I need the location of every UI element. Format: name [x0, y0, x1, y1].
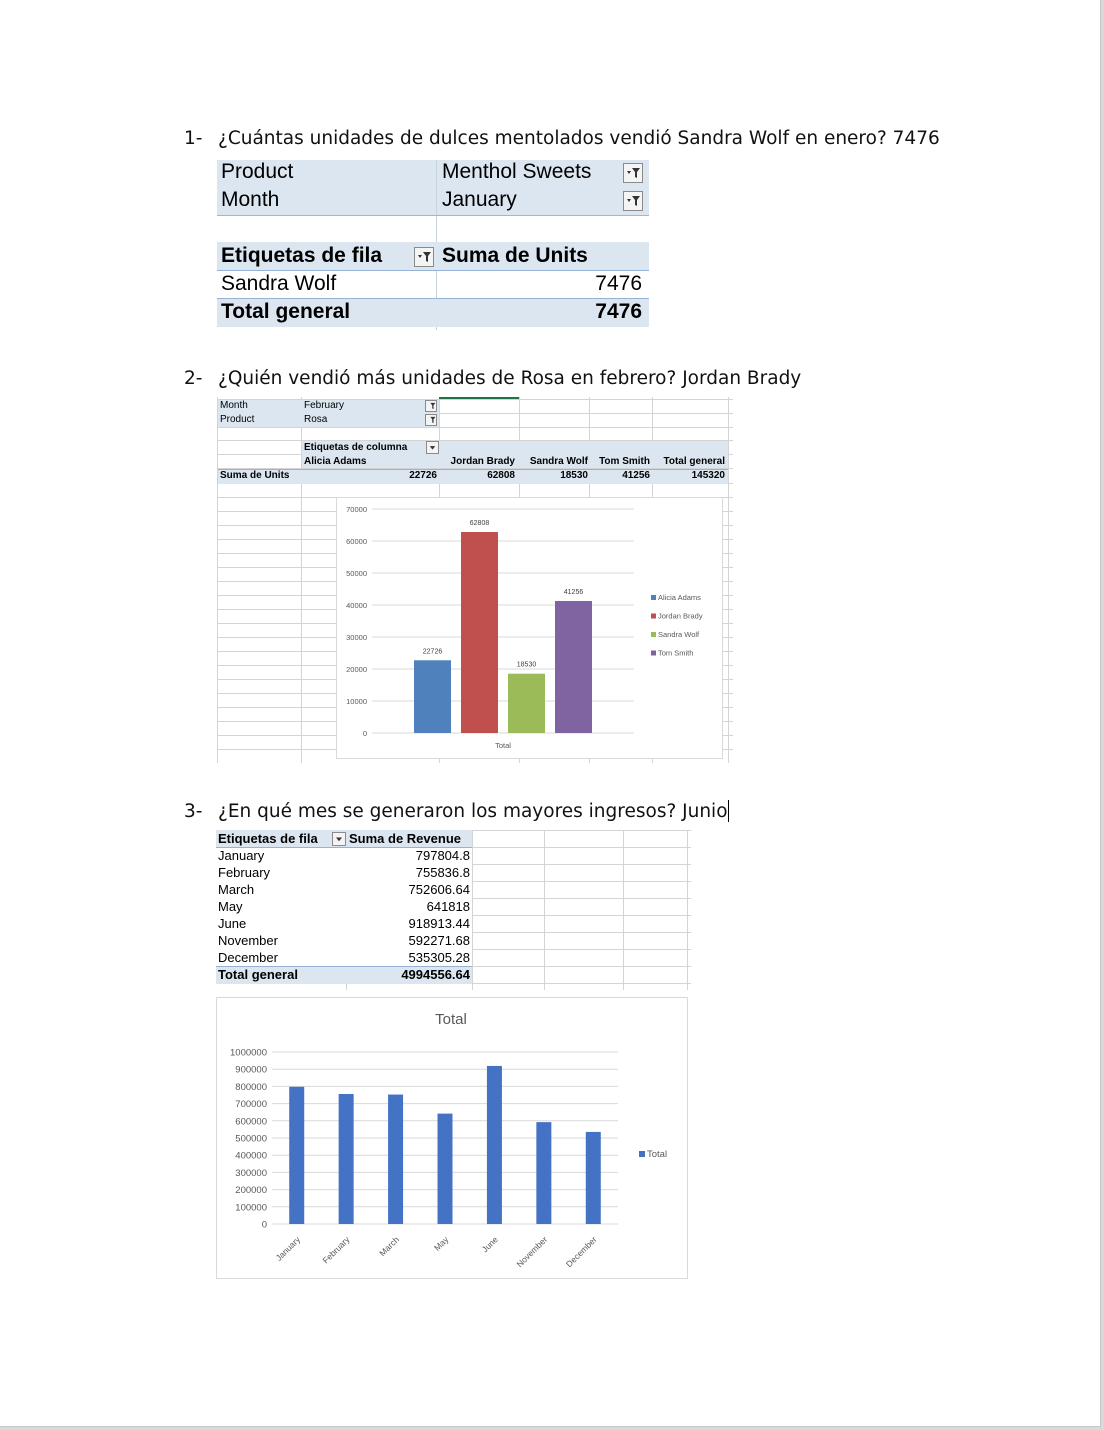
- bar-alicia-adams: [414, 660, 451, 733]
- table-row-may-value: 641818: [426, 899, 470, 914]
- question-2-text: ¿Quién vendió más unidades de Rosa en febrero? Jordan Brady: [218, 368, 802, 389]
- column-header-total-general: Total general: [663, 456, 725, 467]
- y-tick-label: 10000: [346, 697, 367, 706]
- table-row-june-value: 918913.44: [408, 916, 470, 931]
- x-tick-label: December: [563, 1234, 599, 1270]
- legend-label-total: Total: [647, 1149, 668, 1160]
- bar-jordan-brady: [461, 532, 498, 733]
- row-labels-filter-button[interactable]: [414, 247, 434, 267]
- legend-swatch-tom-smith: [651, 651, 656, 656]
- month-filter-button[interactable]: [623, 191, 643, 211]
- legend-label-tom-smith: Tom Smith: [658, 648, 694, 658]
- y-tick-label: 700000: [235, 1099, 267, 1111]
- table-row-march-label: March: [218, 882, 255, 897]
- table-row-june-label: June: [218, 916, 247, 931]
- filter-value-month: February: [304, 400, 345, 411]
- y-tick-label: 800000: [235, 1081, 267, 1093]
- legend-label-sandra-wolf: Sandra Wolf: [658, 630, 700, 639]
- filter-label-product: Product: [220, 414, 255, 425]
- y-tick-label: 600000: [235, 1116, 267, 1128]
- table-row-february-value: 755836.8: [415, 865, 470, 880]
- question-2: [184, 368, 801, 389]
- y-tick-label: 900000: [235, 1064, 267, 1076]
- bar-june: [487, 1066, 502, 1224]
- y-tick-label: 0: [362, 729, 367, 738]
- filter-icon: [625, 165, 641, 181]
- column-labels-header: Etiquetas de columna: [304, 442, 408, 453]
- question-3: [184, 800, 729, 822]
- value-total-general: 145320: [691, 470, 725, 481]
- y-tick-label: 400000: [235, 1150, 267, 1162]
- column-header-tom-smith: Tom Smith: [599, 456, 650, 467]
- table-row-november-value: 592271.68: [408, 933, 470, 948]
- question-1-text: ¿Cuántas unidades de dulces mentolados vendió Sandra Wolf en enero? 7476: [218, 128, 940, 149]
- filter-value-month: January: [442, 188, 517, 211]
- x-tick-label: January: [273, 1234, 303, 1263]
- filter-label-month: Month: [221, 188, 280, 211]
- y-tick-label: 20000: [346, 665, 367, 674]
- table-row-november-label: November: [218, 933, 278, 948]
- chart-title: Total: [435, 1011, 467, 1028]
- y-tick-label: 200000: [235, 1185, 267, 1197]
- pivot-table-1: [217, 158, 649, 330]
- legend-swatch-alicia-adams: [651, 595, 656, 600]
- x-tick-label: February: [320, 1234, 352, 1266]
- filter-icon: [625, 193, 641, 209]
- value-sandra-wolf: 18530: [560, 470, 588, 481]
- grand-total-label: Total general: [218, 967, 298, 982]
- row-labels-header: Etiquetas de fila: [218, 831, 318, 846]
- grand-total-value: 4994556.64: [401, 967, 470, 982]
- row-labels-filter-button[interactable]: [332, 832, 346, 846]
- legend-label-jordan-brady: Jordan Brady: [658, 611, 703, 621]
- bar-tom-smith: [555, 601, 592, 733]
- table-row-december-value: 535305.28: [408, 950, 470, 965]
- data-label-tom-smith: 41256: [563, 588, 584, 596]
- column-header-sandra-wolf: Sandra Wolf: [529, 456, 588, 467]
- bar-december: [586, 1132, 601, 1224]
- bar-november: [536, 1122, 551, 1224]
- table-row-label: Sandra Wolf: [221, 272, 337, 295]
- month-filter-button[interactable]: [425, 400, 437, 412]
- bar-march: [388, 1095, 403, 1224]
- x-tick-label: November: [514, 1234, 550, 1270]
- table-row-january-value: 797804.8: [415, 848, 470, 863]
- legend-swatch-total: [639, 1151, 645, 1157]
- legend-label-alicia-adams: Alicia Adams: [658, 593, 701, 602]
- y-tick-label: 70000: [346, 505, 367, 514]
- x-tick-label: March: [377, 1234, 401, 1259]
- legend-swatch-jordan-brady: [651, 614, 656, 619]
- grand-total-label: Total general: [221, 300, 351, 323]
- table-row-may-label: May: [218, 899, 243, 914]
- x-tick-label: May: [431, 1234, 451, 1253]
- data-label-alicia-adams: 22726: [422, 648, 443, 656]
- x-tick-label: Total: [495, 741, 511, 750]
- y-tick-label: 1000000: [230, 1047, 267, 1059]
- filter-label-month: Month: [220, 400, 248, 411]
- y-tick-label: 60000: [346, 537, 367, 546]
- product-filter-button[interactable]: [425, 414, 437, 426]
- bar-sandra-wolf: [508, 674, 545, 733]
- filter-label-product: Product: [221, 160, 294, 183]
- table-row-value: 7476: [595, 272, 642, 295]
- y-tick-label: 30000: [346, 633, 367, 642]
- y-tick-label: 50000: [346, 569, 367, 578]
- spreadsheet-screenshot-2: [217, 397, 733, 763]
- y-tick-label: 0: [261, 1219, 267, 1231]
- dropdown-arrow-icon: [333, 833, 345, 845]
- y-tick-label: 300000: [235, 1167, 267, 1179]
- legend-swatch-sandra-wolf: [651, 632, 656, 637]
- question-1: [184, 128, 940, 149]
- data-label-sandra-wolf: 18530: [516, 661, 537, 669]
- table-row-march-value: 752606.64: [408, 882, 470, 897]
- bar-january: [289, 1087, 304, 1224]
- bar-may: [438, 1114, 453, 1224]
- question-3-number: 3-: [184, 801, 203, 822]
- column-header-jordan-brady: Jordan Brady: [450, 456, 515, 467]
- column-labels-filter-button[interactable]: [426, 441, 439, 454]
- question-3-text: ¿En qué mes se generaron los mayores ingresos? Junio: [218, 801, 728, 822]
- row-label-sum-units: Suma de Units: [220, 470, 290, 481]
- question-2-number: 2-: [184, 368, 203, 389]
- filter-value-product: Rosa: [304, 414, 328, 425]
- values-header: Suma de Units: [442, 244, 588, 267]
- value-jordan-brady: 62808: [487, 470, 515, 481]
- product-filter-button[interactable]: [623, 163, 643, 183]
- table-row-february-label: February: [218, 865, 271, 880]
- y-tick-label: 100000: [235, 1202, 267, 1214]
- values-header: Suma de Revenue: [349, 831, 461, 846]
- filter-icon: [426, 401, 436, 411]
- question-1-number: 1-: [184, 128, 203, 149]
- filter-icon: [426, 415, 436, 425]
- filter-icon: [416, 249, 432, 265]
- y-tick-label: 40000: [346, 601, 367, 610]
- filter-value-product: Menthol Sweets: [442, 160, 592, 183]
- table-row-december-label: December: [218, 950, 278, 965]
- value-tom-smith: 41256: [622, 470, 650, 481]
- spreadsheet-screenshot-3: [216, 830, 691, 1282]
- row-labels-header: Etiquetas de fila: [221, 244, 383, 267]
- column-header-alicia-adams: Alicia Adams: [304, 456, 367, 467]
- text-cursor: [728, 800, 729, 822]
- dropdown-arrow-icon: [427, 442, 438, 453]
- y-tick-label: 500000: [235, 1133, 267, 1145]
- revenue-by-month-chart: [216, 997, 688, 1279]
- grand-total-value: 7476: [595, 300, 642, 323]
- value-alicia-adams: 22726: [409, 470, 437, 481]
- x-tick-label: June: [479, 1234, 500, 1255]
- data-label-jordan-brady: 62808: [469, 520, 490, 528]
- bar-february: [339, 1094, 354, 1224]
- table-row-january-label: January: [218, 848, 265, 863]
- units-by-seller-chart: [336, 497, 723, 759]
